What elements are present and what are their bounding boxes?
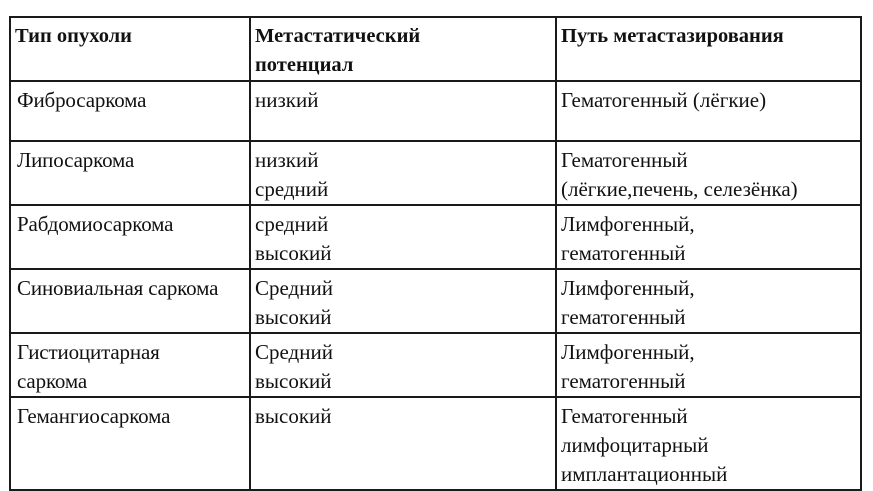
route-cell: [556, 269, 861, 333]
route-cell-line: Гематогенный: [561, 148, 688, 172]
tumor-type-cell: [10, 141, 250, 205]
header-tumor-type-text: Тип опухоли: [15, 25, 132, 47]
route-cell-line: гематогенный: [561, 241, 686, 265]
table-header-row: [10, 17, 861, 81]
potential-cell-line: высокий: [255, 404, 332, 428]
potential-cell: [250, 205, 556, 269]
tumor-type-cell: [10, 269, 250, 333]
route-cell-line: Лимфогенный,: [561, 276, 695, 300]
header-metastatic-potential-line-1: Метастатический: [255, 25, 421, 47]
potential-cell-line: Средний: [255, 340, 333, 364]
header-metastasis-route: [556, 17, 861, 81]
table-row: [10, 397, 861, 490]
tumor-type-cell-line: Синовиальная саркома: [17, 276, 219, 300]
route-cell-line: (лёгкие,печень, селезёнка): [561, 177, 798, 201]
table-row: [10, 205, 861, 269]
table-row: [10, 141, 861, 205]
potential-cell-line: высокий: [255, 305, 332, 329]
potential-cell-line: Средний: [255, 276, 333, 300]
potential-cell: [250, 269, 556, 333]
route-cell: [556, 397, 861, 490]
potential-cell-line: низкий: [255, 148, 319, 172]
route-cell-line: лимфоцитарный: [561, 433, 709, 457]
potential-cell-line: высокий: [255, 369, 332, 393]
potential-cell: [250, 141, 556, 205]
tumor-type-cell-line: Липосаркома: [17, 148, 135, 172]
route-cell: [556, 205, 861, 269]
route-cell-line: гематогенный: [561, 369, 686, 393]
route-cell: [556, 141, 861, 205]
table-row: [10, 81, 861, 141]
potential-cell-line: средний: [255, 177, 329, 201]
potential-cell: [250, 333, 556, 397]
potential-cell-line: низкий: [255, 88, 319, 112]
sarcoma-metastasis-table: [9, 16, 862, 491]
potential-cell: [250, 397, 556, 490]
tumor-type-cell-line: Гистиоцитарная: [17, 340, 160, 364]
tumor-type-cell: [10, 81, 250, 141]
potential-cell-line: высокий: [255, 241, 332, 265]
table-row: [10, 333, 861, 397]
potential-cell-line: средний: [255, 212, 329, 236]
route-cell: [556, 81, 861, 141]
route-cell-line: Гематогенный (лёгкие): [561, 88, 767, 112]
route-cell-line: Лимфогенный,: [561, 212, 695, 236]
route-cell-line: гематогенный: [561, 305, 686, 329]
tumor-type-cell-line: Рабдомиосаркома: [17, 212, 174, 236]
route-cell-line: имплантационный: [561, 462, 728, 486]
header-metastasis-route-text: Путь метастазирования: [561, 25, 784, 47]
tumor-type-cell-line: Фибросаркома: [17, 88, 147, 112]
header-tumor-type: [10, 17, 250, 81]
table-row: [10, 269, 861, 333]
header-metastatic-potential-line-2: потенциал: [255, 54, 354, 76]
header-metastatic-potential: [250, 17, 556, 81]
route-cell: [556, 333, 861, 397]
route-cell-line: Лимфогенный,: [561, 340, 695, 364]
potential-cell: [250, 81, 556, 141]
route-cell-line: Гематогенный: [561, 404, 688, 428]
tumor-type-cell: [10, 397, 250, 490]
tumor-type-cell-line: саркома: [17, 369, 88, 393]
tumor-type-cell-line: Гемангиосаркома: [17, 404, 171, 428]
tumor-type-cell: [10, 333, 250, 397]
tumor-type-cell: [10, 205, 250, 269]
